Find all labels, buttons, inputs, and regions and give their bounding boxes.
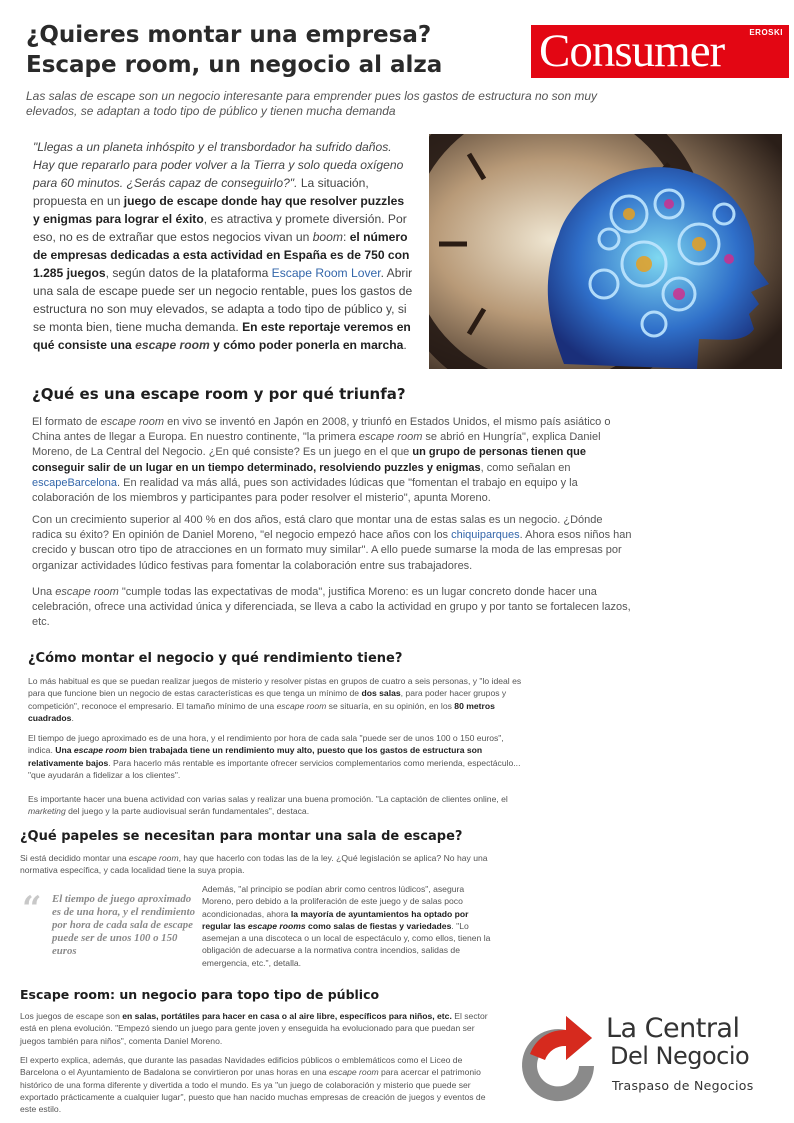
central-logo-line2: Del Negocio <box>610 1042 750 1070</box>
central-logo-tagline: Traspaso de Negocios <box>612 1078 754 1093</box>
text: , como señalan en <box>480 461 571 474</box>
text: del juego y la parte audiovisual serán fundamentales", destaca. <box>65 806 310 817</box>
section4-paragraph-2 <box>20 1054 500 1115</box>
section-heading-todo-publico: Escape room: un negocio para topo tipo de público <box>20 987 380 1002</box>
hero-image-gears-head <box>429 134 782 369</box>
consumer-logo-brand: Consumer <box>539 25 725 77</box>
italic-text: escape room <box>55 586 119 598</box>
bold-italic: escape room <box>73 745 127 756</box>
la-central-del-negocio-logo[interactable] <box>512 1008 782 1112</box>
italic-text: escape room <box>276 700 327 711</box>
bold-part: como salas de fiestas y variedades <box>305 920 452 931</box>
intro-bold: el número de empresas dedicadas a esta actividad en España es de 750 con 1.285 juegos <box>33 230 410 280</box>
bold-part: Una <box>55 745 74 756</box>
section-heading-papeles: ¿Qué papeles se necesitan para montar una sala de escape? <box>20 829 463 844</box>
escape-barcelona-link[interactable]: escapeBarcelona <box>32 476 118 489</box>
section1-paragraph-1 <box>32 415 632 506</box>
text: Con un crecimiento superior al 400 % en dos años, está claro que montar una de estas salas es un negocio. ¿Dónde radica su éxito? En opinión de Daniel Moreno, "el negocio empezó hace años con los <box>32 514 603 542</box>
intro-text: , es atractiva y promete diversión. Por eso, no es de extrañar que estos negocios vivan un <box>33 212 407 244</box>
article-title: ¿Quieres montar una empresa? Escape room, un negocio al alza <box>26 22 443 78</box>
chiquiparques-link[interactable]: chiquiparques <box>451 529 520 542</box>
intro-bold-part: y cómo poder ponerla en marcha <box>209 338 404 352</box>
text: "cumple todas las expectativas de moda", justifica Moreno: es un lugar concreto donde hacer una celebración, ofrece una actividad única y diferenciada, se lleva a cabo la actividad en grupo y por tanto se fortalecen lazos, etc. <box>32 586 631 629</box>
text: . En realidad va más allá, pues son actividades lúdicas que "fomentan el trabajo en equipo y la colaboración de los miembros y participantes para poder resolver el misterio", apunta Moreno. <box>32 476 578 505</box>
section4-paragraph-1 <box>20 1010 500 1047</box>
text: Además, "al principio se podían abrir como centros lúdicos", asegura Moreno, pero debido a la proliferación de este juego y de salas poco acondicionadas, ahora <box>202 884 465 919</box>
central-logo-line1: La Central <box>606 1013 740 1044</box>
hero-illustration <box>429 134 782 369</box>
bold-text: 80 metros cuadrados <box>28 700 495 723</box>
section3-paragraph-1 <box>20 852 500 877</box>
article-lead: Las salas de escape son un negocio interesante para emprender pues los gastos de estructura no son muy elevados, se adaptan a todo tipo de público y tienen mucha demanda <box>26 89 598 118</box>
intro-bold-part: En este reportaje veremos en qué consiste una <box>33 320 411 352</box>
text: El experto explica, además, que durante las pasadas Navidades edificios públicos o emblemáticos como el Liceo de Barcelona o el Ayuntamiento de Badalona se convirtieron por unas horas en una <box>20 1055 463 1078</box>
pull-quote-text: El tiempo de juego aproximado es de una hora, y el rendimiento por hora de cada sala de escape puede ser de unos 100 o 150 euros <box>52 893 196 957</box>
text: . "Lo asemejan a una discoteca o un local de espectáculo y, como ellos, tienen la obligación de adecuarse a la normativa contra incendios, salidas de emergencia, etc.", detalla. <box>202 920 491 968</box>
section2-paragraph-1 <box>28 675 528 724</box>
central-arrow-icon <box>512 1008 604 1112</box>
text: , hay que hacerlo con todas las de la ley. ¿Qué legislación se aplica? No hay una normativa específica, y cada localidad tiene la suya propia. <box>20 853 488 876</box>
text: se abrió en Hungría", explica Daniel Moreno, de La Central del Negocio. ¿En qué consiste? Es un juego en el que <box>32 431 601 459</box>
bold-part: la mayoría de ayuntamientos ha optado por regular las <box>202 908 469 931</box>
text: Si está decidido montar una <box>20 853 129 863</box>
text: Los juegos de escape son <box>20 1011 123 1021</box>
intro-italic: boom <box>312 230 343 244</box>
section3-paragraph-2 <box>202 883 492 969</box>
intro-bold: juego de escape donde hay que resolver puzzles y enigmas para lograr el éxito <box>33 194 405 226</box>
text: . Ahora esos niños han crecido y buscan otro tipo de atracciones en un formato muy similar". A ello puede sumarse la moda de las empresas por organizar actividades lúdico festivas para fomentar la colaboración entre sus trabajadores. <box>32 529 632 572</box>
text: . <box>71 712 74 723</box>
consumer-logo-sub: EROSKI <box>749 28 783 37</box>
quote-mark-icon: “ <box>22 889 42 929</box>
text: . Para hacerlo más rentable es importante ofrecer servicios complementarios como merienda, espectáculo... "que ayudarán a fidelizar a los clientes". <box>28 757 521 780</box>
bold-text: dos salas <box>361 688 401 699</box>
text: El sector está en plena evolución. "Empezó siendo un juego para gente joven y enseguida ha evolucionado para que puedan ser juegos también para niños", comenta Daniel Moreno. <box>20 1011 488 1046</box>
intro-text: . Abrir una sala de escape puede ser un negocio rentable, pues los gastos de estructura no son muy elevados, se adapta a todo tipo de público y, si se monta bien, tiene mucha demanda. <box>33 266 413 334</box>
italic-text: marketing <box>28 806 66 817</box>
intro-bold-italic: escape room <box>135 338 210 352</box>
bold-part: bien trabajada tiene un rendimiento muy alto, puesto que los gastos de estructura son relativamente bajos <box>28 745 483 768</box>
section2-paragraph-3 <box>28 793 528 818</box>
text: Lo más habitual es que se puedan realizar juegos de misterio y resolver pistas en grupos de cuatro a seis personas, y "lo ideal es para que funcione bien un negocio de estas características es que tenga un mínimo de <box>28 676 522 699</box>
section1-paragraph-2 <box>32 513 632 574</box>
intro-text: . <box>403 338 407 352</box>
escape-room-lover-link[interactable]: Escape Room Lover <box>271 266 381 280</box>
text: para acercar el patrimonio histórico de una forma diferente y divertida a todo el mundo. Es ya "un juego de colaboración y misterio que puede ser exportado prácticamente a cualquier lugar", puesto que han nacido muchas empresas de creación de juegos y eventos de este estilo. <box>20 1067 486 1115</box>
section-heading-como-montar: ¿Cómo montar el negocio y qué rendimiento tiene? <box>28 651 403 666</box>
text: en vivo se inventó en Japón en 2008, y triunfó en Estados Unidos, el mismo país asiático o China antes de llegar a Europa. En nuestro continente, "la primera <box>32 416 611 444</box>
text: Una <box>32 586 56 598</box>
section2-paragraph-2 <box>28 732 528 781</box>
italic-text: escape room <box>358 431 423 444</box>
bold-italic: escape rooms <box>247 920 306 931</box>
italic-text: escape room <box>328 1067 379 1078</box>
section-heading-que-es: ¿Qué es una escape room y por qué triunfa? <box>32 385 406 403</box>
section1-paragraph-3 <box>32 585 632 631</box>
text: El tiempo de juego aproximado es de una hora, y el rendimiento por hora de cada sala "puede ser de unos 100 o 150 euros", indica. <box>28 733 504 756</box>
intro-text: La situación, propuesta en un <box>33 176 369 208</box>
text: se situaría, en su opinión, en los <box>326 700 455 711</box>
intro-text: : <box>342 230 350 244</box>
intro-paragraph <box>33 138 413 354</box>
intro-quote: "Llegas a un planeta inhóspito y el transbordador ha sufrido daños. Hay que repararlo para poder volver a la Tierra y solo queda oxígeno para 60 minutos. ¿Serás capaz de conseguirlo?". <box>33 140 404 190</box>
consumer-logo[interactable] <box>531 25 789 78</box>
bold-text: en salas, portátiles para hacer en casa o al aire libre, específicos para niños, etc. <box>122 1011 452 1021</box>
italic-text: escape room <box>128 853 179 863</box>
text: El formato de <box>32 416 101 428</box>
bold-text: un grupo de personas tienen que conseguir salir de un lugar en un tiempo determinado, resolviendo puzzles y enigmas <box>32 446 586 474</box>
intro-text: , según datos de la plataforma <box>105 266 272 280</box>
text: , para poder hacer grupos y competición", reconoce el empresario. El tamaño mínimo de una <box>28 688 507 711</box>
italic-text: escape room <box>100 416 165 428</box>
text: Es importante hacer una buena actividad con varias salas y realizar una buena promoción. "La captación de clientes online, el <box>28 794 508 804</box>
